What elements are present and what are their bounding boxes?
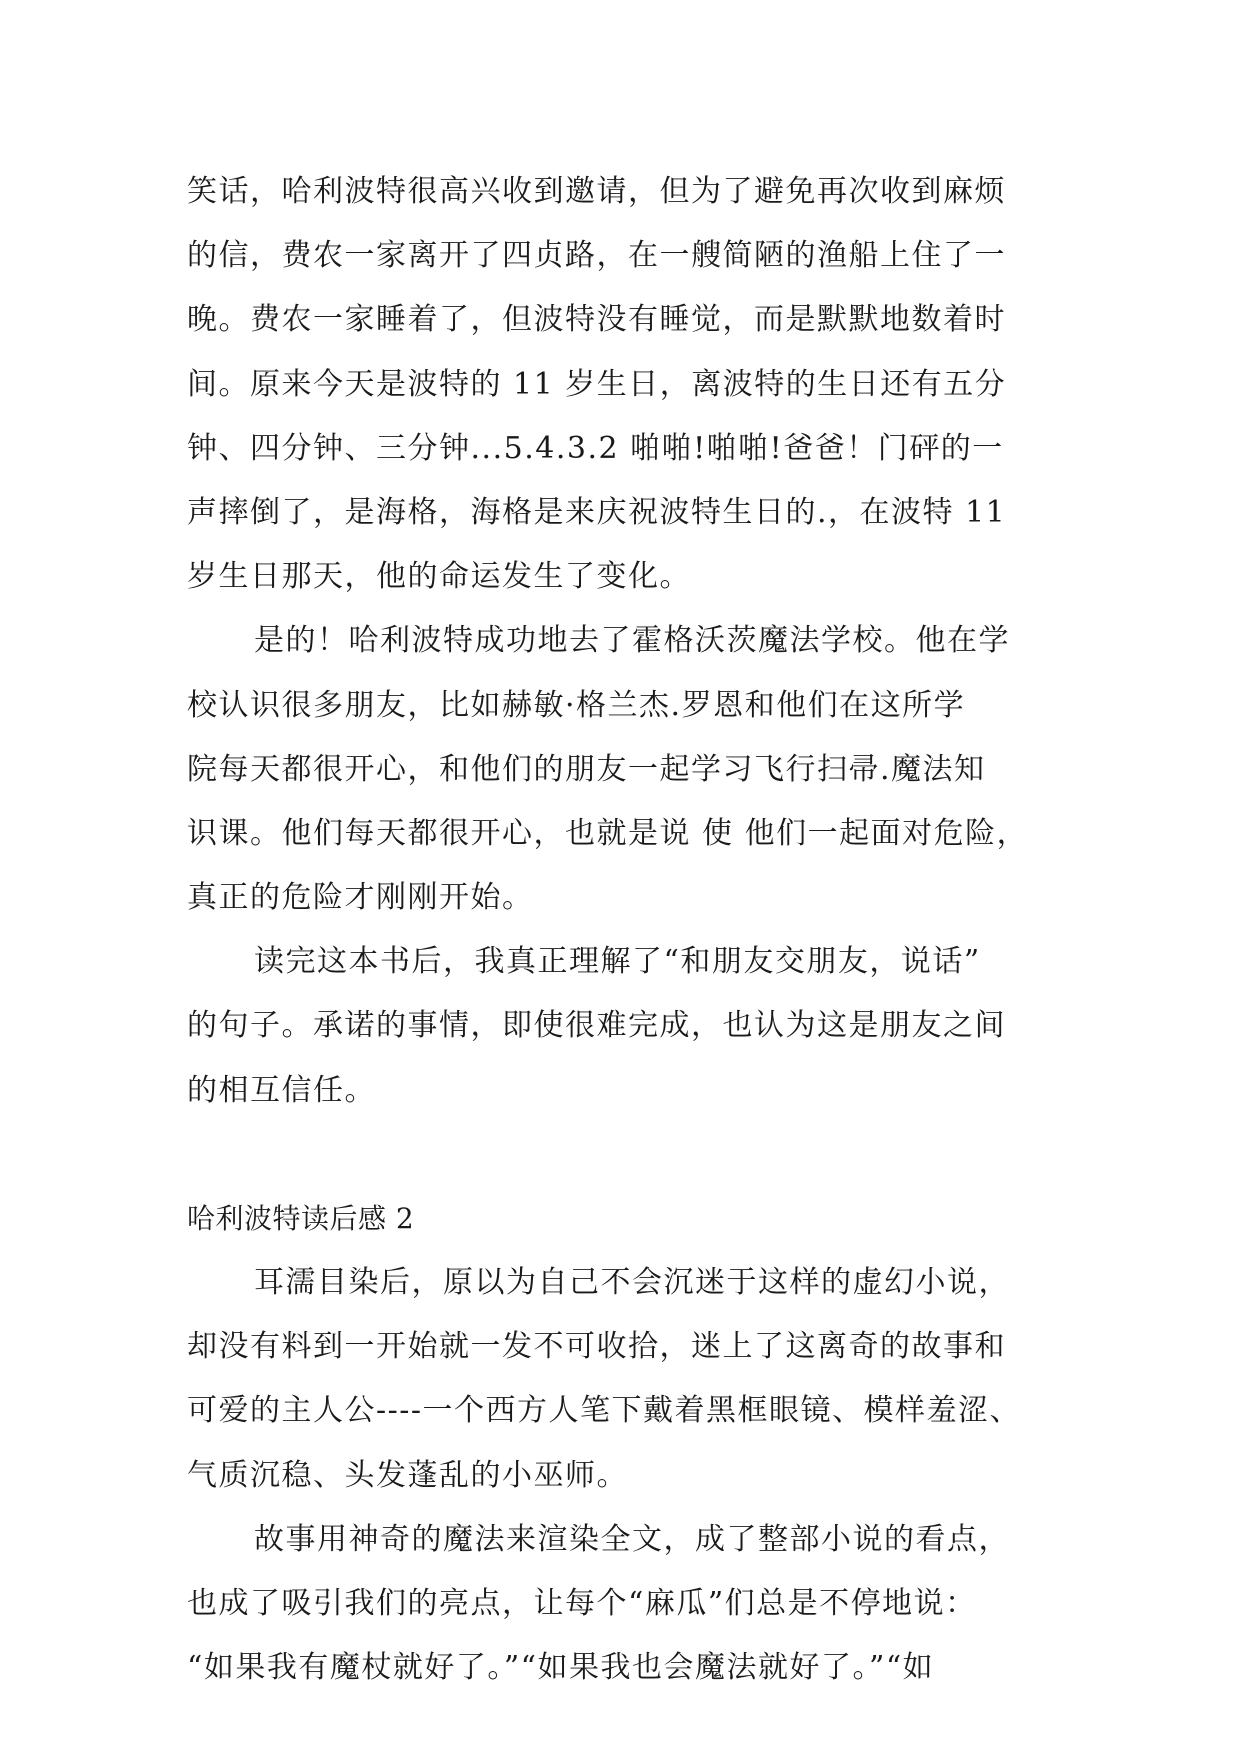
- paragraph-line: 故事用神奇的魔法来渲染全文，成了整部小说的看点，: [254, 1521, 1010, 1557]
- section-spacer: [187, 1123, 1057, 1187]
- section-paragraph-1: [187, 1251, 1057, 1508]
- paragraph-line: 笑话，哈利波特很高兴收到邀请，但为了避免再次收到麻烦: [187, 174, 1006, 209]
- document-body: [187, 160, 1057, 1700]
- paragraph-line: 晚。费农一家睡着了，但波特没有睡觉，而是默默地数着时: [187, 302, 1006, 338]
- paragraph-line: 可爱的主人公----一个西方人笔下戴着黑框眼镜、模样羞涩、: [187, 1393, 1022, 1429]
- paragraph-line: 院每天都很开心，和他们的朋友一起学习飞行扫帚.魔法知: [187, 751, 986, 787]
- paragraph-line: 读完这本书后，我真正理解了“和朋友交朋友，说话”: [254, 944, 981, 980]
- paragraph-line: 识课。他们每天都很开心，也就是说 使 他们一起面对危险，: [187, 815, 1029, 851]
- paragraph-line: 的相互信任。: [187, 1072, 376, 1108]
- section-title: 哈利波特读后感 2: [187, 1201, 415, 1235]
- paragraph-2: [187, 609, 1057, 930]
- paragraph-line: 也成了吸引我们的亮点，让每个“麻瓜”们总是不停地说：: [187, 1585, 977, 1621]
- section-paragraph-2: [187, 1508, 1057, 1701]
- paragraph-line: 间。原来今天是波特的 11 岁生日，离波特的生日还有五分: [187, 366, 1007, 402]
- paragraph-3: [187, 930, 1057, 1123]
- paragraph-line: 校认识很多朋友，比如赫敏·格兰杰.罗恩和他们在这所学: [187, 687, 966, 723]
- paragraph-line: 岁生日那天，他的命运发生了变化。: [187, 559, 691, 595]
- paragraph-line: 真正的危险才刚刚开始。: [187, 880, 534, 916]
- paragraph-line: 声摔倒了，是海格，海格是来庆祝波特生日的.，在波特 11: [187, 494, 1007, 530]
- paragraph-line: 却没有料到一开始就一发不可收拾，迷上了这离奇的故事和: [187, 1329, 1006, 1365]
- paragraph-line: 耳濡目染后，原以为自己不会沉迷于这样的虚幻小说，: [254, 1265, 1010, 1300]
- paragraph-1: [187, 160, 1057, 609]
- paragraph-line: 是的！哈利波特成功地去了霍格沃茨魔法学校。他在学: [254, 623, 1010, 659]
- paragraph-line: 的信，费农一家离开了四贞路，在一艘简陋的渔船上住了一: [187, 238, 1006, 274]
- paragraph-line: 的句子。承诺的事情，即使很难完成，也认为这是朋友之间: [187, 1008, 1006, 1044]
- paragraph-line: 钟、四分钟、三分钟...5.4.3.2 啪啪!啪啪!爸爸！门砰的一: [187, 430, 1004, 466]
- paragraph-line: “如果我有魔杖就好了。”“如果我也会魔法就好了。”“如: [187, 1650, 935, 1686]
- paragraph-line: 气质沉稳、头发蓬乱的小巫师。: [187, 1457, 628, 1493]
